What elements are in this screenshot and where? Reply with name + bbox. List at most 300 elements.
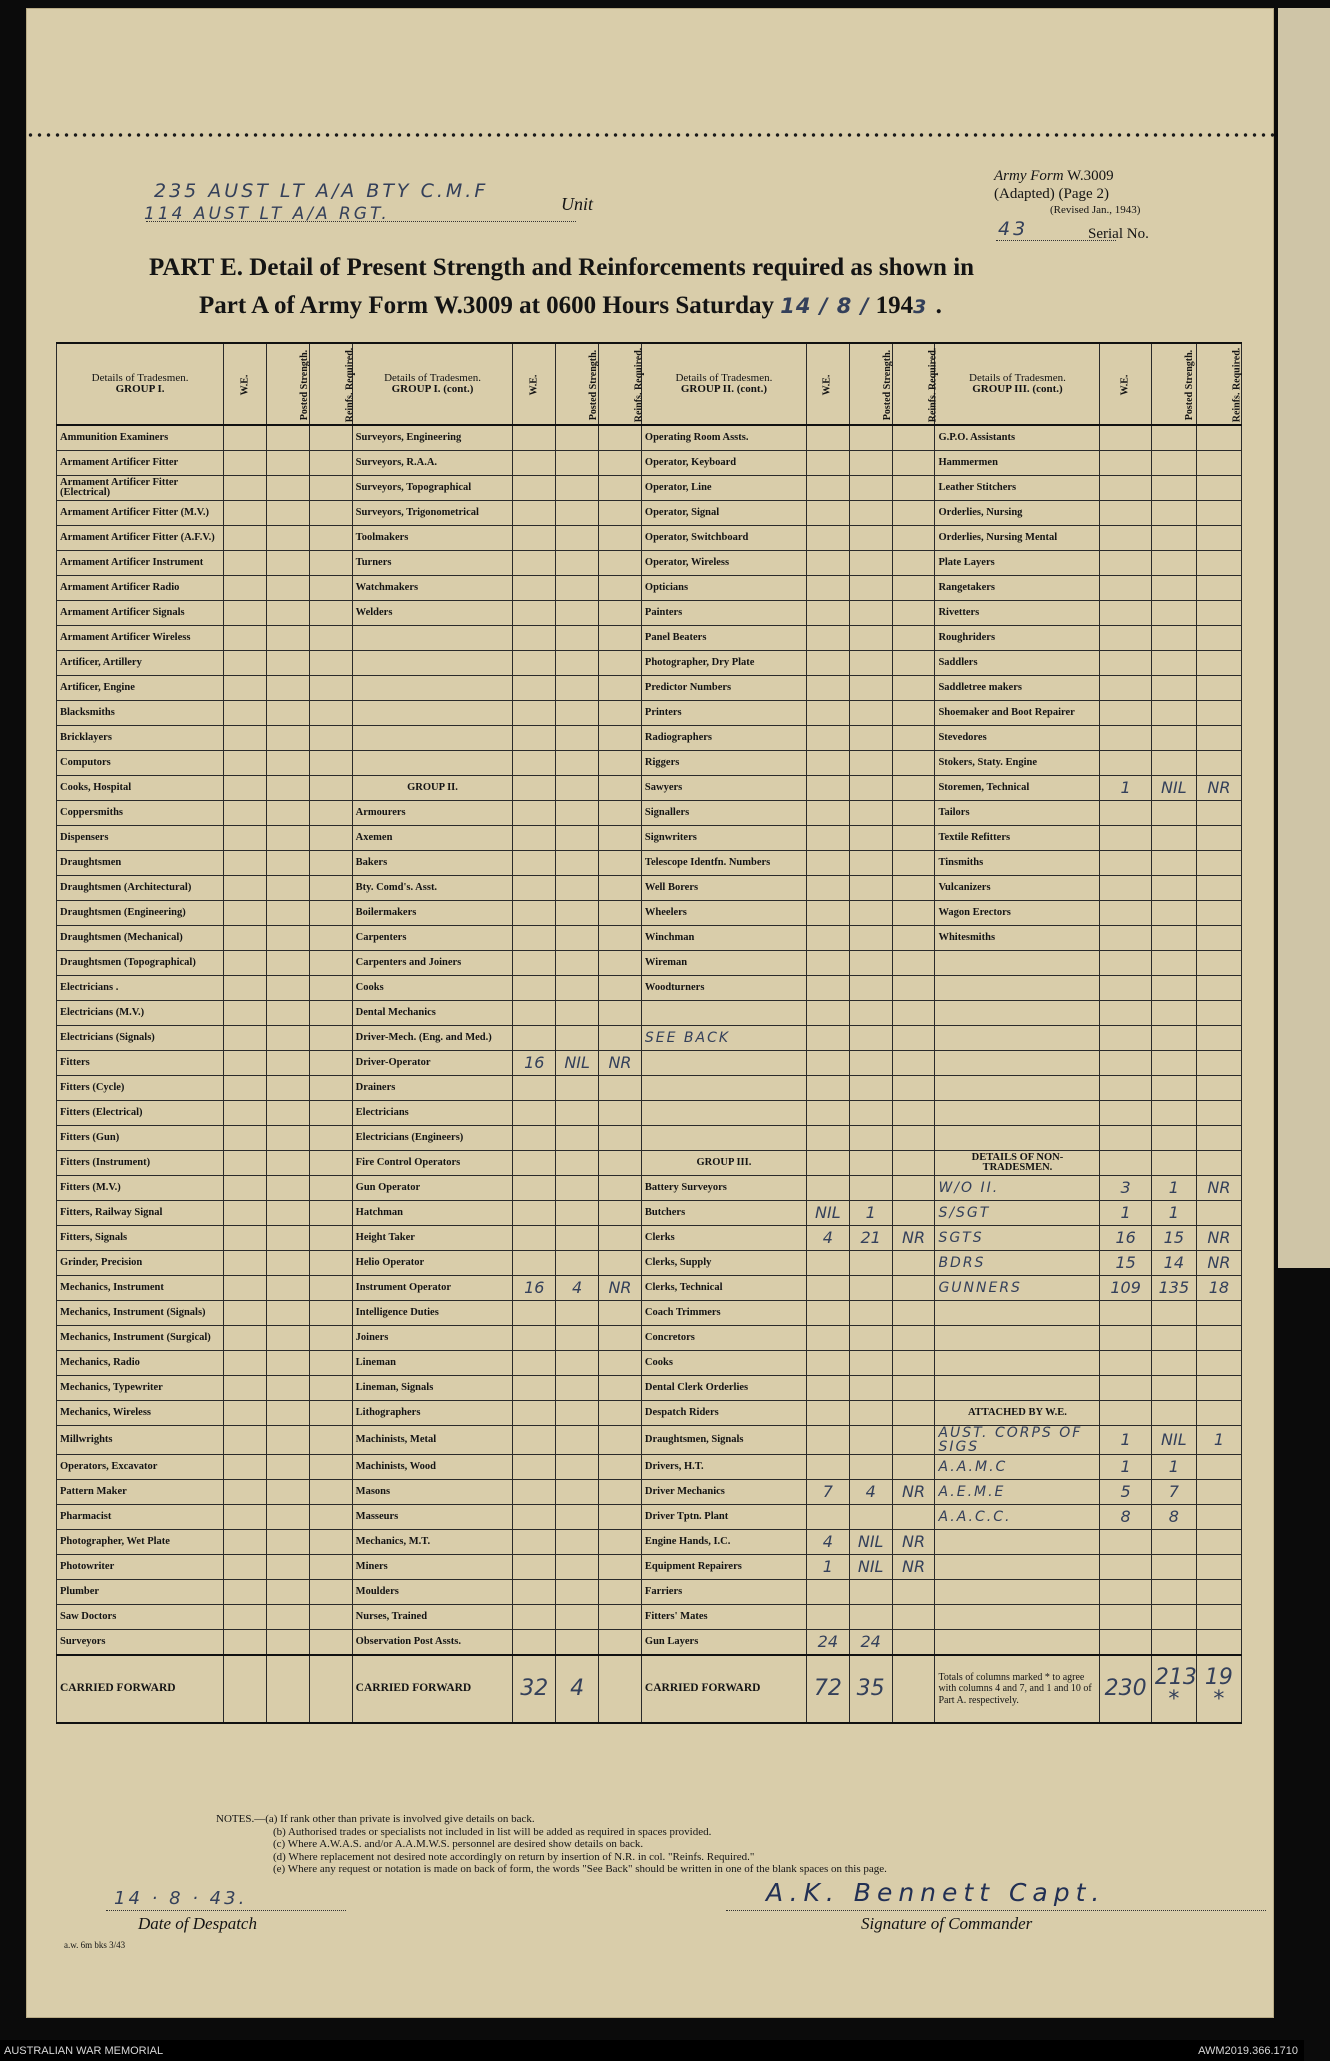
count-cell <box>599 876 642 901</box>
table-row <box>57 1580 1242 1605</box>
column-group: GROUP I. <box>115 383 165 395</box>
count-cell: NR <box>1196 1226 1241 1251</box>
count-cell <box>1196 626 1241 651</box>
count-cell <box>599 951 642 976</box>
count-cell <box>1100 1076 1151 1101</box>
count-cell <box>556 1176 599 1201</box>
trade-name-cell: CARRIED FORWARD <box>641 1655 806 1723</box>
trade-name-cell: Surveyors, Engineering <box>352 425 513 451</box>
trade-name-cell: Operator, Line <box>641 476 806 501</box>
count-cell <box>892 1351 935 1376</box>
trade-name-cell: Operator, Keyboard <box>641 451 806 476</box>
count-cell <box>806 1605 849 1630</box>
count-cell <box>266 776 309 801</box>
count-cell <box>599 726 642 751</box>
count-cell <box>513 951 556 976</box>
count-cell <box>556 1326 599 1351</box>
count-cell <box>849 501 892 526</box>
count-cell <box>1100 576 1151 601</box>
count-cell: NR <box>892 1530 935 1555</box>
count-cell <box>556 626 599 651</box>
trade-name-cell <box>935 1026 1100 1051</box>
count-cell <box>266 1530 309 1555</box>
table-row <box>57 1251 1242 1276</box>
trade-name-cell: Machinists, Wood <box>352 1455 513 1480</box>
count-cell <box>1100 425 1151 451</box>
count-cell <box>266 476 309 501</box>
table-row <box>57 501 1242 526</box>
trade-name-cell: DETAILS OF NON-TRADESMEN. <box>935 1151 1100 1176</box>
count-cell <box>309 801 352 826</box>
table-row <box>57 1401 1242 1426</box>
count-cell: 24 <box>849 1630 892 1656</box>
trade-name-cell: Whitesmiths <box>935 926 1100 951</box>
column-title: Details of Tradesmen. <box>675 372 773 384</box>
count-cell <box>892 626 935 651</box>
count-cell <box>556 1376 599 1401</box>
count-cell <box>849 1001 892 1026</box>
count-cell <box>892 1076 935 1101</box>
count-cell <box>309 601 352 626</box>
trade-name-cell: Ammunition Examiners <box>57 425 224 451</box>
count-cell: 4 <box>849 1480 892 1505</box>
count-cell <box>849 626 892 651</box>
trade-name-cell: Mechanics, M.T. <box>352 1530 513 1555</box>
trade-name-cell: Pattern Maker <box>57 1480 224 1505</box>
count-cell <box>1151 1376 1196 1401</box>
table-row <box>57 1126 1242 1151</box>
trade-name-cell: Draughtsmen (Architectural) <box>57 876 224 901</box>
trade-name-cell: Predictor Numbers <box>641 676 806 701</box>
count-cell <box>556 926 599 951</box>
despatch-date-value: 14 · 8 · 43. <box>114 1888 248 1909</box>
count-cell <box>892 1426 935 1455</box>
count-cell <box>892 1001 935 1026</box>
count-cell <box>1100 1101 1151 1126</box>
trade-name-cell: Rangetakers <box>935 576 1100 601</box>
count-cell <box>224 1051 267 1076</box>
count-cell <box>513 1226 556 1251</box>
trade-name-cell: A.A.M.C <box>935 1455 1100 1480</box>
count-cell <box>1151 1026 1196 1051</box>
trade-name-cell: Clerks, Supply <box>641 1251 806 1276</box>
count-cell <box>266 1301 309 1326</box>
count-cell <box>806 801 849 826</box>
count-cell <box>309 1655 352 1723</box>
count-cell <box>513 1505 556 1530</box>
count-cell: 4 <box>806 1530 849 1555</box>
count-cell <box>224 1376 267 1401</box>
trade-name-cell <box>935 1605 1100 1630</box>
trade-name-cell: Armament Artificer Instrument <box>57 551 224 576</box>
count-cell <box>224 1026 267 1051</box>
count-cell <box>806 601 849 626</box>
count-cell <box>806 751 849 776</box>
trade-name-cell: Saddlers <box>935 651 1100 676</box>
count-cell <box>556 1026 599 1051</box>
count-cell <box>556 1351 599 1376</box>
trade-name-cell <box>935 1580 1100 1605</box>
table-row <box>57 801 1242 826</box>
trade-name-cell: Butchers <box>641 1201 806 1226</box>
trade-name-cell: Masons <box>352 1480 513 1505</box>
trade-name-cell: Fitters (Cycle) <box>57 1076 224 1101</box>
count-cell <box>556 976 599 1001</box>
trade-name-cell: Operator, Signal <box>641 501 806 526</box>
count-cell <box>1100 801 1151 826</box>
trade-name-cell: Gun Operator <box>352 1176 513 1201</box>
count-cell <box>1196 1051 1241 1076</box>
count-cell <box>224 976 267 1001</box>
count-cell <box>1196 1401 1241 1426</box>
trade-name-cell: Farriers <box>641 1580 806 1605</box>
trade-name-cell <box>935 1630 1100 1656</box>
trade-name-cell: Armament Artificer Wireless <box>57 626 224 651</box>
trade-name-cell: Operator, Switchboard <box>641 526 806 551</box>
table-row <box>57 1326 1242 1351</box>
count-cell <box>224 1426 267 1455</box>
count-cell <box>1151 1630 1196 1656</box>
count-cell <box>556 1505 599 1530</box>
count-cell <box>1100 726 1151 751</box>
count-cell <box>1100 1301 1151 1326</box>
count-cell <box>1151 676 1196 701</box>
trade-name-cell: Drivers, H.T. <box>641 1455 806 1480</box>
count-cell: 1 <box>1100 776 1151 801</box>
trade-name-cell: Helio Operator <box>352 1251 513 1276</box>
count-cell <box>309 1401 352 1426</box>
table-row <box>57 1480 1242 1505</box>
count-cell <box>849 1251 892 1276</box>
count-cell <box>806 676 849 701</box>
trade-name-cell: Tailors <box>935 801 1100 826</box>
table-body <box>57 425 1242 1723</box>
count-cell <box>224 1251 267 1276</box>
count-cell: 35 <box>849 1655 892 1723</box>
count-cell <box>1196 701 1241 726</box>
table-row <box>57 776 1242 801</box>
count-cell <box>1196 651 1241 676</box>
count-cell <box>1151 801 1196 826</box>
count-cell <box>1100 476 1151 501</box>
trade-name-cell: Toolmakers <box>352 526 513 551</box>
count-cell <box>224 1605 267 1630</box>
count-cell <box>599 1401 642 1426</box>
trade-name-cell: SEE BACK <box>641 1026 806 1051</box>
count-cell <box>892 1655 935 1723</box>
count-cell <box>556 476 599 501</box>
count-cell <box>1196 801 1241 826</box>
trade-name-cell: Stokers, Staty. Engine <box>935 751 1100 776</box>
trade-name-cell: Coach Trimmers <box>641 1301 806 1326</box>
trade-name-cell: Mechanics, Instrument (Signals) <box>57 1301 224 1326</box>
count-cell <box>806 1505 849 1530</box>
trade-name-cell: Storemen, Technical <box>935 776 1100 801</box>
trade-name-cell: Nurses, Trained <box>352 1605 513 1630</box>
count-cell: 1 <box>1151 1455 1196 1480</box>
count-cell <box>513 1326 556 1351</box>
count-cell <box>224 651 267 676</box>
count-cell <box>224 1126 267 1151</box>
count-cell <box>599 1480 642 1505</box>
count-cell <box>556 1226 599 1251</box>
count-cell <box>849 851 892 876</box>
count-cell <box>513 1605 556 1630</box>
count-cell <box>556 1401 599 1426</box>
count-cell <box>806 976 849 1001</box>
trade-name-cell: Driver Mechanics <box>641 1480 806 1505</box>
trade-name-cell: Surveyors, Topographical <box>352 476 513 501</box>
count-cell <box>806 576 849 601</box>
trade-name-cell: Surveyors <box>57 1630 224 1656</box>
count-cell <box>266 1176 309 1201</box>
trade-name-cell: Signallers <box>641 801 806 826</box>
sub-header <box>599 343 645 425</box>
trade-name-cell: Lineman, Signals <box>352 1376 513 1401</box>
trade-name-cell <box>641 1126 806 1151</box>
count-cell <box>849 1051 892 1076</box>
count-cell <box>1196 1580 1241 1605</box>
sub-header-label: Posted Strength. <box>1184 349 1196 420</box>
count-cell <box>513 1076 556 1101</box>
count-cell: NIL <box>1151 1426 1196 1455</box>
count-cell: NIL <box>1151 776 1196 801</box>
count-cell: 15 <box>1151 1226 1196 1251</box>
trade-name-cell: Plumber <box>57 1580 224 1605</box>
count-cell <box>892 551 935 576</box>
count-cell <box>266 626 309 651</box>
trade-name-cell: Armament Artificer Radio <box>57 576 224 601</box>
count-cell <box>266 751 309 776</box>
count-cell <box>309 451 352 476</box>
count-cell <box>556 551 599 576</box>
count-cell <box>1151 976 1196 1001</box>
count-cell <box>849 1401 892 1426</box>
count-cell <box>224 551 267 576</box>
sub-header <box>1196 343 1241 425</box>
count-cell <box>806 501 849 526</box>
trade-name-cell: Engine Hands, I.C. <box>641 1530 806 1555</box>
trade-name-cell: Armament Artificer Fitter <box>57 451 224 476</box>
count-cell <box>1196 501 1241 526</box>
count-cell <box>224 1630 267 1656</box>
count-cell <box>513 1001 556 1026</box>
trade-name-cell: Carpenters <box>352 926 513 951</box>
count-cell <box>892 1401 935 1426</box>
count-cell <box>1100 626 1151 651</box>
count-cell <box>309 776 352 801</box>
trade-name-cell: GUNNERS <box>935 1276 1100 1301</box>
count-cell <box>309 626 352 651</box>
table-row <box>57 951 1242 976</box>
count-cell <box>892 501 935 526</box>
count-cell <box>892 751 935 776</box>
count-cell <box>1196 1605 1241 1630</box>
trade-name-cell <box>935 1376 1100 1401</box>
trade-name-cell: Winchman <box>641 926 806 951</box>
count-cell <box>309 901 352 926</box>
count-cell <box>599 1176 642 1201</box>
count-cell <box>309 1426 352 1455</box>
count-cell <box>1100 676 1151 701</box>
count-cell: 5 <box>1100 1480 1151 1505</box>
count-cell <box>892 976 935 1001</box>
count-cell <box>1196 1201 1241 1226</box>
trade-name-cell: Armourers <box>352 801 513 826</box>
table-row <box>57 826 1242 851</box>
trade-name-cell: Masseurs <box>352 1505 513 1530</box>
table-row <box>57 1001 1242 1026</box>
count-cell <box>892 476 935 501</box>
count-cell <box>513 601 556 626</box>
count-cell <box>599 651 642 676</box>
count-cell <box>556 1530 599 1555</box>
count-cell <box>806 1426 849 1455</box>
count-cell <box>1196 576 1241 601</box>
table-row <box>57 425 1242 451</box>
count-cell: 1 <box>806 1555 849 1580</box>
count-cell <box>309 1630 352 1656</box>
count-cell <box>266 1201 309 1226</box>
count-cell <box>224 1655 267 1723</box>
note-e: (e) Where any request or notation is made on back of form, the words "See Back" should be written in one of the blank spaces on this page. <box>273 1863 887 1876</box>
count-cell <box>224 926 267 951</box>
count-cell <box>1100 451 1151 476</box>
count-cell <box>1151 951 1196 976</box>
trade-name-cell: BDRS <box>935 1251 1100 1276</box>
count-cell <box>806 425 849 451</box>
count-cell <box>1196 1101 1241 1126</box>
trade-name-cell: Driver-Mech. (Eng. and Med.) <box>352 1026 513 1051</box>
table-row <box>57 1376 1242 1401</box>
count-cell <box>513 551 556 576</box>
sub-header <box>1151 343 1196 425</box>
trade-name-cell: Surveyors, Trigonometrical <box>352 501 513 526</box>
count-cell <box>599 1026 642 1051</box>
count-cell <box>1196 526 1241 551</box>
count-cell <box>599 1001 642 1026</box>
trade-name-cell <box>641 1076 806 1101</box>
count-cell <box>806 1026 849 1051</box>
count-cell <box>599 826 642 851</box>
trade-name-cell: Orderlies, Nursing <box>935 501 1100 526</box>
form-adapted: (Adapted) (Page 2) <box>994 186 1109 202</box>
count-cell <box>1151 1001 1196 1026</box>
count-cell <box>806 1076 849 1101</box>
count-cell: 7 <box>806 1480 849 1505</box>
trade-name-cell <box>641 1001 806 1026</box>
count-cell <box>266 726 309 751</box>
count-cell: NR <box>1196 1251 1241 1276</box>
count-cell <box>849 576 892 601</box>
count-cell <box>1100 1555 1151 1580</box>
count-cell <box>224 676 267 701</box>
count-cell <box>849 826 892 851</box>
count-cell <box>892 1630 935 1656</box>
count-cell <box>1100 1326 1151 1351</box>
count-cell <box>513 1480 556 1505</box>
count-cell <box>556 726 599 751</box>
count-cell <box>224 851 267 876</box>
count-cell <box>556 951 599 976</box>
army-form-id: Army Form W.3009 <box>994 168 1114 184</box>
count-cell <box>892 776 935 801</box>
trade-name-cell: Battery Surveyors <box>641 1176 806 1201</box>
count-cell <box>1151 1580 1196 1605</box>
count-cell <box>224 476 267 501</box>
count-cell <box>266 801 309 826</box>
count-cell <box>892 1026 935 1051</box>
count-cell <box>1151 701 1196 726</box>
trade-name-cell: Machinists, Metal <box>352 1426 513 1455</box>
count-cell <box>599 551 642 576</box>
table-row <box>57 576 1242 601</box>
count-cell <box>266 976 309 1001</box>
count-cell <box>266 1401 309 1426</box>
count-cell <box>224 876 267 901</box>
trade-name-cell: Photowriter <box>57 1555 224 1580</box>
count-cell <box>309 501 352 526</box>
count-cell: 1 <box>849 1201 892 1226</box>
count-cell <box>892 1201 935 1226</box>
trade-name-cell: CARRIED FORWARD <box>352 1655 513 1723</box>
count-cell <box>849 951 892 976</box>
count-cell <box>556 751 599 776</box>
sub-header-label: Reinfs. Required. <box>926 347 938 422</box>
trade-name-cell: Clerks <box>641 1226 806 1251</box>
count-cell <box>892 425 935 451</box>
count-cell <box>892 451 935 476</box>
unit-line-2: 114 AUST LT A/A RGT. <box>144 204 390 224</box>
count-cell <box>849 976 892 1001</box>
count-cell <box>513 801 556 826</box>
count-cell <box>556 1426 599 1455</box>
count-cell <box>1196 851 1241 876</box>
count-cell <box>513 1126 556 1151</box>
count-cell <box>599 1301 642 1326</box>
count-cell: 1 <box>1196 1426 1241 1455</box>
count-cell <box>599 576 642 601</box>
table-row <box>57 726 1242 751</box>
count-cell <box>513 1555 556 1580</box>
count-cell <box>556 1580 599 1605</box>
trade-name-cell: Leather Stitchers <box>935 476 1100 501</box>
print-code: a.w. 6m bks 3/43 <box>64 1940 126 1950</box>
table-row <box>57 1101 1242 1126</box>
count-cell <box>599 1201 642 1226</box>
trade-name-cell <box>935 1076 1100 1101</box>
count-cell <box>806 1126 849 1151</box>
trade-name-cell: Concretors <box>641 1326 806 1351</box>
count-cell <box>1151 1126 1196 1151</box>
count-cell <box>266 951 309 976</box>
count-cell <box>224 1455 267 1480</box>
count-cell <box>806 701 849 726</box>
count-cell <box>892 1051 935 1076</box>
count-cell <box>849 1580 892 1605</box>
trade-name-cell: Photographer, Wet Plate <box>57 1530 224 1555</box>
signature-label: Signature of Commander <box>861 1914 1033 1933</box>
trade-name-cell: Observation Post Assts. <box>352 1630 513 1656</box>
count-cell <box>599 926 642 951</box>
count-cell <box>1196 951 1241 976</box>
count-cell <box>849 1276 892 1301</box>
count-cell: 14 <box>1151 1251 1196 1276</box>
trade-name-cell: Welders <box>352 601 513 626</box>
count-cell: NR <box>599 1051 642 1076</box>
count-cell <box>224 1480 267 1505</box>
count-cell <box>309 651 352 676</box>
